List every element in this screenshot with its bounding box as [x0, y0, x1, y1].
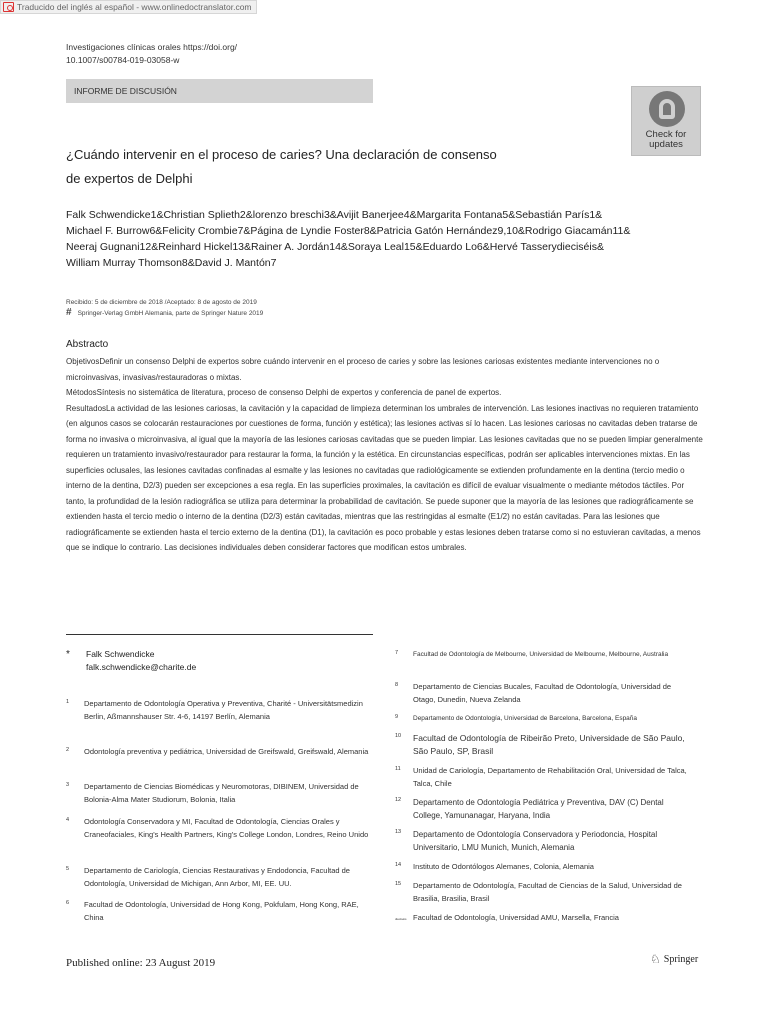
abstract-metodos: MétodosSíntesis no sistemática de literatura, proceso de consenso Delphi de expertos y conferencia de panel de expertos.	[66, 388, 502, 397]
affiliation-text: Unidad de Cariología, Departamento de Rehabilitación Oral, Universidad de Talca, Talca, Chile	[413, 766, 687, 788]
affiliation-text: Facultad de Odontología, Universidad AMU, Marsella, Francia	[413, 913, 619, 922]
report-type-band	[66, 79, 373, 103]
author-line: Falk Schwendicke1&Christian Splieth2&lorenzo breschi3&Avijit Banerjee4&Margarita Fontana5&Sebastián París1&	[66, 209, 603, 221]
affiliation	[66, 698, 371, 723]
received-accepted: Recibido: 5 de diciembre de 2018 /Aceptado: 8 de agosto de 2019	[66, 299, 257, 306]
copyright-text: Springer-Verlag GmbH Alemania, parte de Springer Nature 2019	[77, 310, 264, 317]
publisher-name: Springer	[663, 954, 699, 965]
affiliation	[395, 713, 695, 726]
author-line: William Murray Thomson8&David J. Mantón7	[66, 257, 277, 269]
translator-banner[interactable]	[0, 0, 257, 14]
affiliation-text: Departamento de Odontología Conservadora y Periodoncia, Hospital Universitario, LMU Munich, Munich, Alemania	[413, 830, 658, 852]
affiliation	[395, 796, 695, 822]
journal-doi-line1: Investigaciones clínicas orales https://doi.org/	[66, 42, 238, 52]
title-line1: ¿Cuándo intervenir en el proceso de caries? Una declaración de consenso	[66, 147, 497, 162]
affiliation-number: 12	[395, 797, 402, 803]
copyright-mark: #	[66, 307, 72, 318]
article-title	[66, 143, 566, 191]
affiliation	[395, 912, 695, 925]
affiliation-number: 7	[395, 650, 399, 656]
affiliation	[66, 816, 371, 841]
report-type: INFORME DE DISCUSIÓN	[74, 86, 177, 96]
affiliation-number: 14	[395, 862, 402, 868]
corresponding-author-name: Falk Schwendicke	[86, 649, 155, 659]
abstract-heading: Abstracto	[66, 339, 109, 350]
abstract-objetivos: ObjetivosDefinir un consenso Delphi de expertos sobre cuándo intervenir en el proceso de caries y sobre las lesiones cariosas existentes mediante intervenciones no o microinvasivas, invasivas/restauradoras o mixtas.	[66, 357, 660, 382]
title-line2: de expertos de Delphi	[66, 171, 193, 186]
affiliation-text: Odontología preventiva y pediátrica, Universidad de Greifswald, Greifswald, Alemania	[84, 747, 369, 756]
author-list	[66, 207, 706, 271]
journal-doi-line2[interactable]: 10.1007/s00784-019-03058-w	[66, 55, 180, 65]
badge-line2: updates	[649, 139, 683, 150]
corresponding-author-email[interactable]: falk.schwendicke@charite.de	[86, 662, 197, 672]
affiliation-text: Departamento de Odontología, Universidad de Barcelona, Barcelona, España	[413, 715, 638, 722]
copyright-line	[66, 308, 566, 319]
check-for-updates-badge[interactable]	[631, 86, 701, 156]
affiliation-number: 15	[395, 881, 402, 887]
bookmark-icon	[649, 91, 685, 127]
affiliation-text: Departamento de Cariología, Ciencias Restaurativas y Endodoncia, Facultad de Odontología, Universidad de Michigan, Ann Arbor, MI, EE. UU.	[84, 866, 350, 888]
affiliation-text: Departamento de Ciencias Bucales, Facultad de Odontología, Universidad de Otago, Dunedin, Nueva Zelanda	[413, 682, 672, 704]
correspondence	[66, 648, 366, 674]
affiliation-number: dieciséis	[395, 917, 407, 921]
affiliation-number: 4	[66, 817, 70, 823]
affiliation-text: Facultad de Odontología de Ribeirão Preto, Universidade de São Paulo, São Paulo, SP, Brasil	[413, 733, 685, 756]
affiliation	[66, 865, 371, 890]
affiliation-number: 5	[66, 866, 70, 872]
translate-icon	[3, 2, 14, 12]
affiliation	[66, 746, 371, 759]
author-line: Michael F. Burrow6&Felicity Crombie7&Página de Lyndie Foster8&Patricia Gatón Hernández9,10&Rodrigo Giacamán11&	[66, 225, 631, 237]
article-meta	[66, 298, 566, 319]
affiliation-text: Departamento de Odontología Pediátrica y Preventiva, DAV (C) Dental College, Yamunanagar, Haryana, India	[413, 798, 664, 820]
doi-block	[66, 41, 366, 67]
affiliation	[395, 828, 695, 854]
affiliation-text: Departamento de Odontología Operativa y Preventiva, Charité - Universitätsmedizin Berlin, Aßmannshauser Str. 4-6, 14197 Berlín, Alemania	[84, 699, 363, 721]
affiliation-text: Facultad de Odontología de Melbourne, Universidad de Melbourne, Melbourne, Australia	[413, 651, 669, 658]
affiliation-number: 2	[66, 747, 70, 753]
affiliation	[395, 861, 695, 874]
badge-line1: Check for	[645, 129, 687, 140]
affiliation-number: 11	[395, 766, 401, 772]
affiliation	[395, 649, 695, 661]
affiliation-text: Departamento de Ciencias Biomédicas y Neuromotoras, DIBINEM, Universidad de Bolonia-Alma Mater Studiorum, Bolonia, Italia	[84, 782, 359, 804]
affiliation-text: Odontología Conservadora y MI, Facultad de Odontología, Ciencias Orales y Craneofaciales, King's Health Partners, King's College London, Londres, Reino Unido	[84, 817, 369, 839]
abstract-body	[66, 354, 706, 556]
affiliation-number: 9	[395, 714, 399, 720]
corresponding-author-mark: *	[66, 649, 70, 660]
affiliation	[395, 880, 695, 905]
affiliation	[395, 765, 695, 790]
affiliation-number: 6	[66, 900, 70, 906]
springer-logo	[650, 952, 698, 967]
affiliation	[66, 899, 371, 924]
translator-banner-text: Traducido del inglés al español - www.onlinedoctranslator.com	[17, 2, 252, 12]
abstract-resultados: ResultadosLa actividad de las lesiones cariosas, la cavitación y la capacidad de limpieza determinan los umbrales de intervención. Las lesiones inactivas no requieren tratamiento (en algunos casos se colocarán restauraciones por cuestiones de forma, función y estética); las lesiones activas sí lo hacen. Las lesiones cariosas no cavitadas deben tratarse de forma no invasiva o microinvasiva, al igual que la mayoría de las lesiones cariosas cavitadas que se pueden limpiar. Las lesiones cavitadas que no se pueden limpiar generalmente requieren un tratamiento invasivo/restaurador para restaurar la forma, la función y la estética. En circunstancias específicas, podrán ser aplicables intervenciones mixtas. En las superficies oclusales, las lesiones cavitadas confinadas al esmalte y las lesiones no cavitadas que radiológicamente se extienden profundamente en la dentina (tercio medio o interno de la dentina, D2/3) pueden ser excepciones a esa regla. En las superficies proximales, la cavitación es difícil de evaluar visualmente o mediante métodos táctiles. Por tanto, la profundidad de la lesión radiográfica se utiliza para determinar la probabilidad de cavitación. Se puede suponer que la mayoría de las lesiones que radiográficamente se extienden hasta el tercio medio o interno de la dentina (D2/3) están cavitadas, mientras que las restringidas al esmalte (E1/2) no están cavitadas. Para las lesiones que radiográficamente se extienden hasta el tercio externo de la dentina (D1), la cavitación es poco probable y estas lesiones deben tratarse como si no estuvieran cavitadas, a menos que se indique lo contrario. Las decisiones individuales deben considerar factores que modifican estos umbrales.	[66, 403, 703, 552]
author-line: Neeraj Gugnani12&Reinhard Hickel13&Rainer A. Jordán14&Soraya Leal15&Eduardo Lo6&Hervé Tasserydieciséis&	[66, 241, 604, 253]
footnote-divider	[66, 634, 373, 635]
affiliation	[395, 732, 695, 758]
affiliation-number: 3	[66, 782, 70, 788]
affiliation-number: 8	[395, 682, 399, 688]
affiliation-number: 13	[395, 829, 402, 835]
affiliation-number: 1	[66, 699, 70, 705]
affiliation-text: Departamento de Odontología, Facultad de Ciencias de la Salud, Universidad de Brasilia, Brasilia, Brasil	[413, 881, 682, 903]
published-online-date: Published online: 23 August 2019	[66, 957, 216, 969]
affiliation	[395, 681, 695, 706]
affiliation	[66, 781, 371, 806]
springer-horse-icon: ♘	[650, 952, 661, 966]
affiliation-text: Instituto de Odontólogos Alemanes, Colonia, Alemania	[413, 862, 594, 871]
affiliation-number: 10	[395, 733, 402, 739]
affiliation-text: Facultad de Odontología, Universidad de Hong Kong, Pokfulam, Hong Kong, RAE, China	[84, 900, 359, 922]
